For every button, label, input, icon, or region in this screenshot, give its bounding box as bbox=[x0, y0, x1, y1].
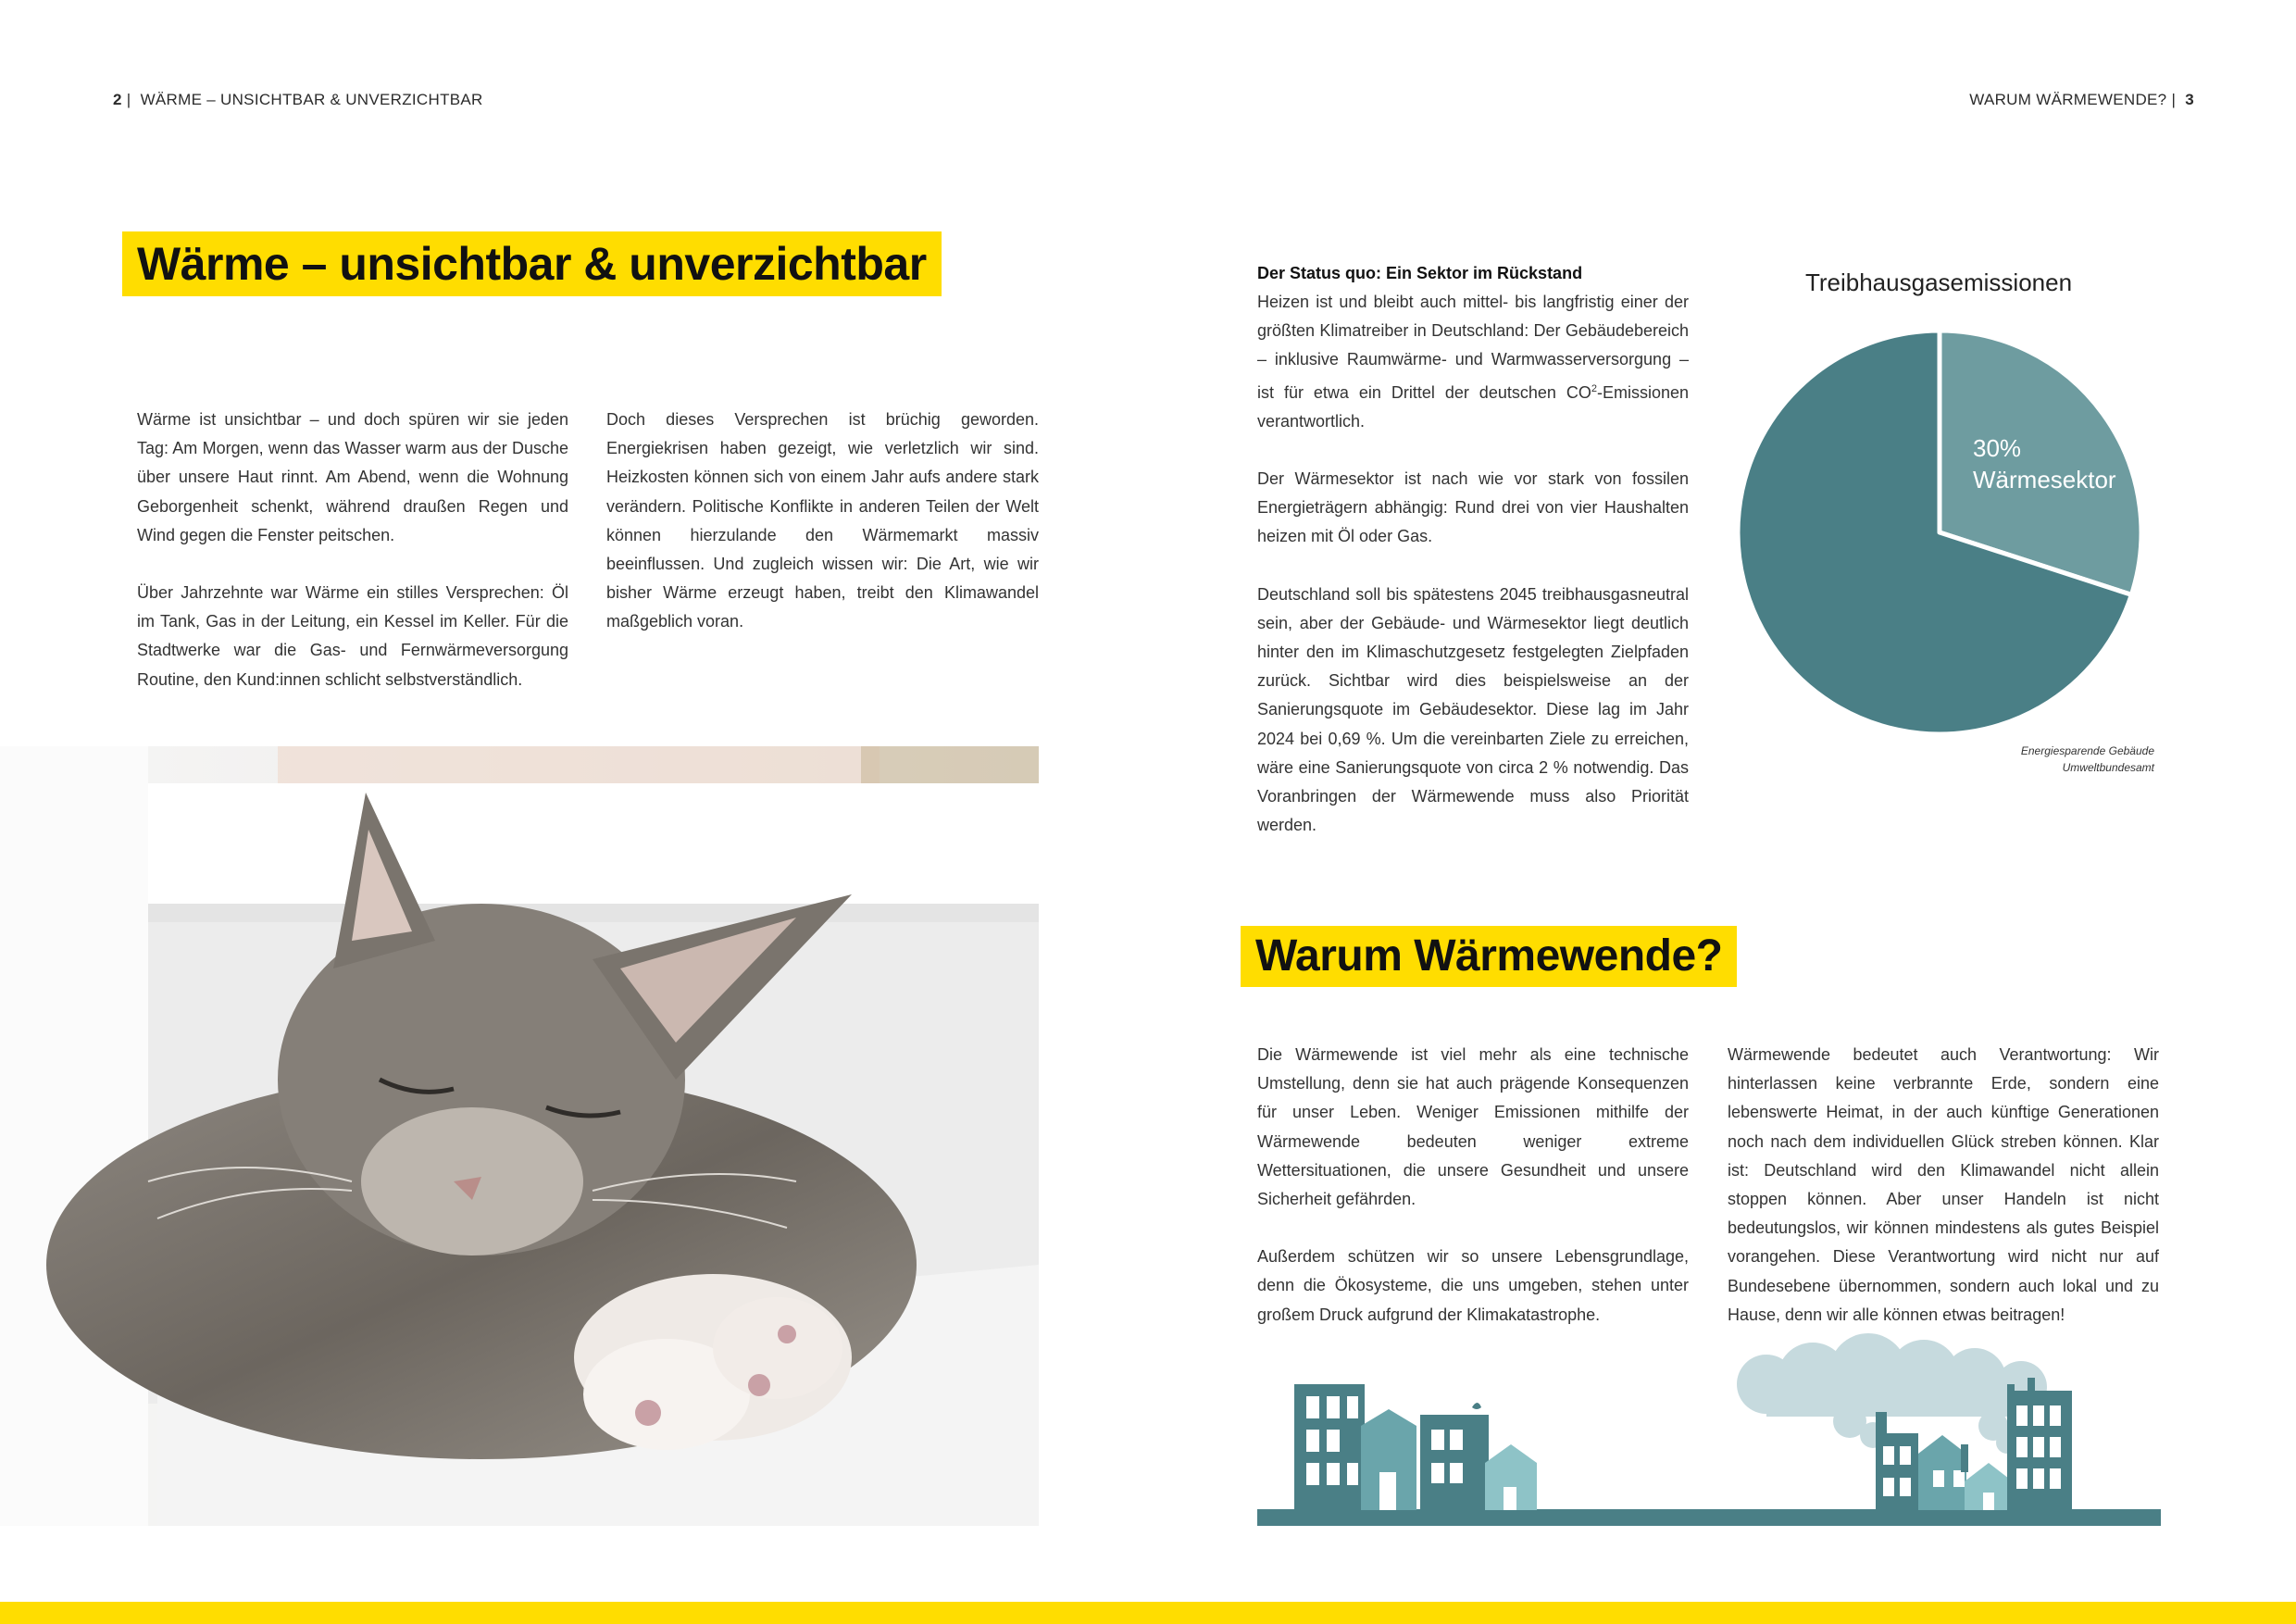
status-p1-text-end: -Emissionen verantwortlich. bbox=[1257, 382, 1689, 431]
cat-photo bbox=[0, 746, 1039, 1526]
right-column-1 bbox=[1257, 1041, 1689, 1358]
running-head-right: WARUM WÄRMEWENDE? | 3 bbox=[1969, 91, 2194, 108]
status-quo-section bbox=[1257, 259, 1689, 868]
chart-title: Treibhausgasemissionen bbox=[1804, 269, 2073, 296]
chart-source-line-1: Energiesparende Gebäude bbox=[2020, 744, 2154, 757]
left-col2-paragraph-1: Doch dieses Versprechen ist brüchig geworden. Energiekrisen haben gezeigt, wie verletzlich wir sind. Heizkosten können sich von einem Jahr aufs andere stark verändern. Politische Konflikte in anderen Teilen der Welt können hierzulande den Wärmemarkt massiv beeinflussen. Und zugleich wissen wir: Die Art, wie wir bisher Wärme erzeugt haben, treibt den Klimawandel maßgeblich voran. bbox=[606, 410, 1039, 631]
status-quo-heading: Der Status quo: Ein Sektor im Rückstand bbox=[1257, 264, 1583, 282]
running-head-right-text: WARUM WÄRMEWENDE? bbox=[1969, 91, 2167, 108]
left-headline: Wärme – unsichtbar & unverzichtbar bbox=[122, 231, 942, 296]
chart-source-line-2: Umweltbundesamt bbox=[2062, 761, 2154, 774]
right-col1-paragraph-1: Die Wärmewende ist viel mehr als eine technische Umstellung, denn sie hat auch prägende Konsequenzen für unser Leben. Weniger Emissionen mithilfe der Wärmewende bedeuten weniger extreme Wettersituationen, die unsere Gesundheit und unsere Sicherheit gefährden. bbox=[1257, 1045, 1689, 1209]
page-number-right: 3 bbox=[2185, 91, 2194, 108]
city-skyline-illustration bbox=[1257, 1333, 2161, 1528]
right-column-2 bbox=[1728, 1041, 2159, 1358]
page-number-left: 2 bbox=[113, 91, 122, 108]
pie-slice-value-label: 30% bbox=[1973, 434, 2022, 462]
pie-chart bbox=[1731, 324, 2148, 741]
running-head-left: 2 | WÄRME – UNSICHTBAR & UNVERZICHTBAR bbox=[113, 91, 483, 108]
status-p1-sup: 2 bbox=[1591, 382, 1597, 394]
right-col1-paragraph-2: Außerdem schützen wir so unsere Lebensgrundlage, denn die Ökosysteme, die uns umgeben, stehen unter großem Druck aufgrund der Klimakatastrophe. bbox=[1257, 1247, 1689, 1324]
right-headline: Warum Wärmewende? bbox=[1241, 926, 1737, 987]
chart-source bbox=[1852, 743, 2154, 776]
left-column-2 bbox=[606, 406, 1039, 666]
cat-on-radiator-image bbox=[0, 746, 1039, 1526]
status-paragraph-2: Der Wärmesektor ist nach wie vor stark von fossilen Energieträgern abhängig: Rund drei von vier Haushalten heizen mit Öl oder Gas. bbox=[1257, 469, 1689, 546]
right-col2-paragraph-1: Wärmewende bedeutet auch Verantwortung: Wir hinterlassen keine verbrannte Erde, sondern eine lebenswerte Heimat, in der auch künftige Generationen noch nach dem individuellen Glück streben können. Klar ist: Deutschland wird den Klimawandel nicht allein stoppen können. Aber unser Handeln ist nicht bedeutungslos, wir können mindestens als gutes Beispiel vorangehen. Diese Verantwortung wird nicht nur auf Bundesebene übernommen, sondern auch lokal und zu Hause, denn wir alle können etwas beitragen! bbox=[1728, 1045, 2159, 1324]
bottom-accent-band bbox=[0, 1602, 2296, 1624]
status-p1-text: Heizen ist und bleibt auch mittel- bis langfristig einer der größten Klimatreiber in Deutschland: Der Gebäudebereich – inklusive Raumwärme- und Warmwasserversorgung – ist für etwa ein Drittel der deutschen CO bbox=[1257, 293, 1689, 402]
pie-slice-name-label: Wärmesektor bbox=[1973, 466, 2116, 493]
status-paragraph-1 bbox=[1257, 288, 1689, 436]
left-col1-paragraph-2: Über Jahrzehnte war Wärme ein stilles Versprechen: Öl im Tank, Gas in der Leitung, ein Kessel im Keller. Für die Stadtwerke war die Gas- und Fernwärmeversorgung Routine, den Kund:innen schlicht selbstverständlich. bbox=[137, 583, 568, 689]
running-head-left-text: WÄRME – UNSICHTBAR & UNVERZICHTBAR bbox=[140, 91, 483, 108]
houses-left bbox=[1294, 1384, 1537, 1510]
left-col1-paragraph-1: Wärme ist unsichtbar – und doch spüren wir sie jeden Tag: Am Morgen, wenn das Wasser warm aus der Dusche über unsere Haut rinnt. Am Abend, wenn die Wohnung Geborgenheit schenkt, während draußen Regen und Wind gegen die Fenster peitschen. bbox=[137, 410, 568, 544]
left-column-1 bbox=[137, 406, 568, 723]
status-paragraph-3: Deutschland soll bis spätestens 2045 treibhausgasneutral sein, aber der Gebäude- und Wärmesektor liegt deutlich hinter den im Klimaschutzgesetz festgelegten Zielpfaden zurück. Sichtbar wird dies beispielsweise an der Sanierungsquote im Gebäudesektor. Diese lag im Jahr 2024 bei 0,69 %. Um die vereinbarten Ziele zu erreichen, wäre eine Sanierungsquote von circa 2 % notwendig. Das Voranbringen der Wärmewende muss also Priorität werden. bbox=[1257, 584, 1689, 835]
